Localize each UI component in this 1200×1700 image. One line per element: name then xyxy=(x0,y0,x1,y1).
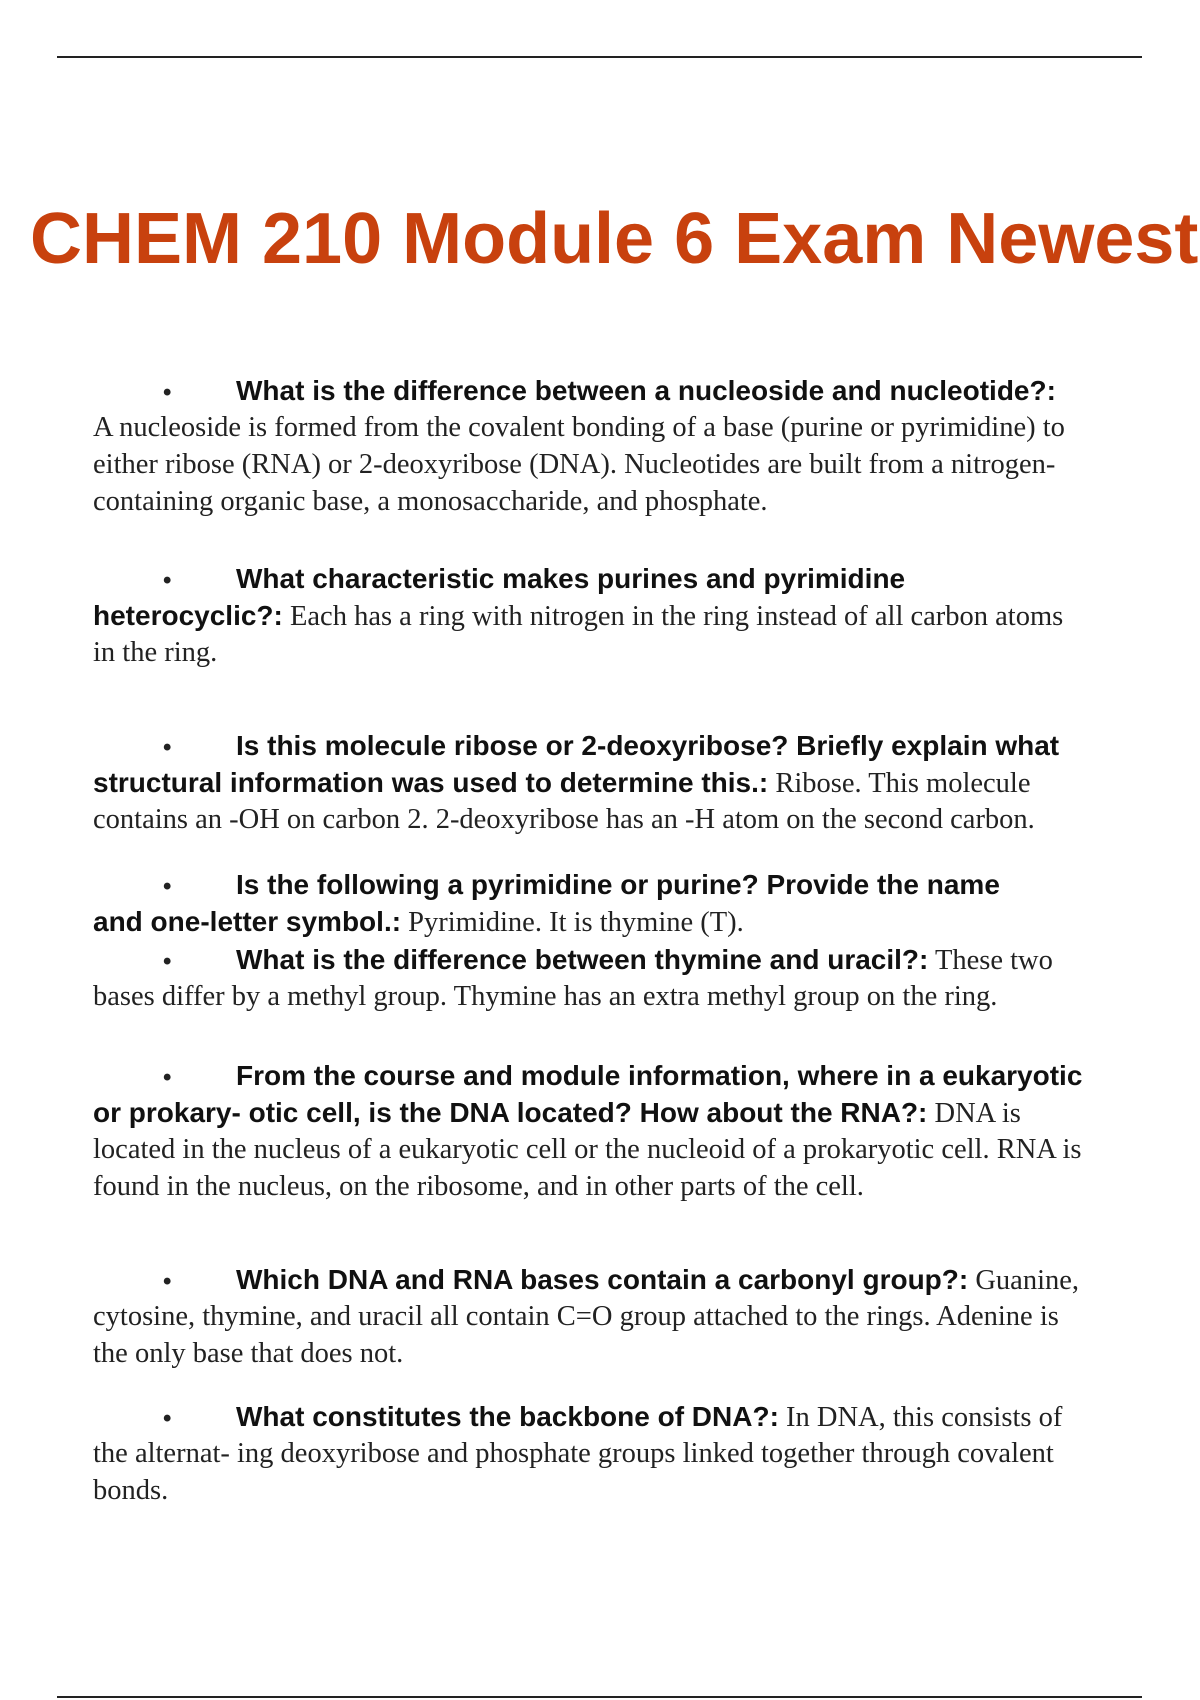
answer-text: located in the nucleus of a eukaryotic cell or the nucleoid of a prokaryotic cell. RNA is xyxy=(93,1134,1082,1165)
bullet-icon: • xyxy=(163,1405,172,1432)
bullet-icon: • xyxy=(163,948,172,975)
qa-item xyxy=(93,1261,1200,1372)
bullet-icon: • xyxy=(163,379,172,406)
answer-text: DNA is xyxy=(927,1098,1021,1129)
question-text: or prokary- otic cell, is the DNA located? How about the RNA?: xyxy=(93,1097,928,1128)
qa-item xyxy=(93,727,1200,838)
qa-item xyxy=(93,560,1200,671)
answer-text: A nucleoside is formed from the covalent bonding of a base (purine or pyrimidine) to xyxy=(93,412,1065,443)
qa-line xyxy=(93,1335,1200,1372)
answer-text: cytosine, thymine, and uracil all contain C=O group attached to the rings. Adenine is xyxy=(93,1301,1059,1332)
answer-text: found in the nucleus, on the ribosome, and in other parts of the cell. xyxy=(93,1171,864,1202)
page-title: CHEM 210 Module 6 Exam Newest xyxy=(30,199,1199,279)
answer-text: These two xyxy=(928,945,1053,976)
question-text: What constitutes the backbone of DNA?: xyxy=(236,1401,779,1432)
qa-line xyxy=(93,1435,1200,1472)
qa-line xyxy=(93,1168,1200,1205)
qa-line xyxy=(93,941,1200,978)
question-text: heterocyclic?: xyxy=(93,600,283,631)
qa-line xyxy=(93,1398,1200,1435)
answer-text: the alternat- ing deoxyribose and phosphate groups linked together through covalent xyxy=(93,1438,1054,1469)
bullet-icon: • xyxy=(163,1064,172,1091)
qa-line xyxy=(93,866,1200,903)
question-text: What is the difference between thymine and uracil?: xyxy=(236,944,929,975)
qa-line xyxy=(93,978,1200,1015)
question-text: Which DNA and RNA bases contain a carbonyl group?: xyxy=(236,1264,969,1295)
qa-item xyxy=(93,372,1200,520)
bullet-icon: • xyxy=(163,1268,172,1295)
bullet-icon: • xyxy=(163,873,172,900)
bottom-rule xyxy=(57,1696,1142,1698)
qa-line xyxy=(93,1261,1200,1298)
qa-line xyxy=(93,801,1200,838)
question-text: From the course and module information, where in a eukaryotic xyxy=(236,1060,1083,1091)
answer-text: the only base that does not. xyxy=(93,1338,404,1369)
qa-line xyxy=(93,483,1200,520)
answer-text: either ribose (RNA) or 2-deoxyribose (DNA). Nucleotides are built from a nitrogen- xyxy=(93,449,1056,480)
qa-item xyxy=(93,941,1200,1015)
qa-line xyxy=(93,409,1200,446)
answer-text: Each has a ring with nitrogen in the ring instead of all carbon atoms xyxy=(282,601,1064,632)
top-rule xyxy=(57,56,1142,58)
qa-line xyxy=(93,372,1200,409)
answer-text: contains an -OH on carbon 2. 2-deoxyribose has an -H atom on the second carbon. xyxy=(93,804,1035,835)
answer-text: Ribose. This molecule xyxy=(768,768,1031,799)
qa-item xyxy=(93,1057,1200,1205)
bullet-icon: • xyxy=(163,567,172,594)
question-text: and one-letter symbol.: xyxy=(93,906,402,937)
answer-text: containing organic base, a monosaccharide, and phosphate. xyxy=(93,486,768,517)
qa-line xyxy=(93,1094,1200,1131)
qa-item xyxy=(93,1398,1200,1509)
qa-line xyxy=(93,1298,1200,1335)
bullet-icon: • xyxy=(163,734,172,761)
qa-line xyxy=(93,1131,1200,1168)
question-text: structural information was used to determine this.: xyxy=(93,767,769,798)
answer-text: bonds. xyxy=(93,1475,169,1506)
qa-line xyxy=(93,597,1200,634)
question-text: Is the following a pyrimidine or purine? Provide the name xyxy=(236,869,1000,900)
qa-line xyxy=(93,1472,1200,1509)
qa-item xyxy=(93,866,1200,940)
answer-text: in the ring. xyxy=(93,637,218,668)
question-text: What characteristic makes purines and pyrimidine xyxy=(236,563,906,594)
answer-text: In DNA, this consists of xyxy=(778,1402,1063,1433)
qa-line xyxy=(93,560,1200,597)
qa-line xyxy=(93,634,1200,671)
question-text: What is the difference between a nucleoside and nucleotide?: xyxy=(236,375,1056,406)
answer-text: Guanine, xyxy=(968,1265,1080,1296)
answer-text: Pyrimidine. It is thymine (T). xyxy=(401,907,744,938)
qa-line xyxy=(93,764,1200,801)
qa-line xyxy=(93,1057,1200,1094)
answer-text: bases differ by a methyl group. Thymine has an extra methyl group on the ring. xyxy=(93,981,998,1012)
qa-line xyxy=(93,446,1200,483)
qa-line xyxy=(93,903,1200,940)
qa-line xyxy=(93,727,1200,764)
question-text: Is this molecule ribose or 2-deoxyribose? Briefly explain what xyxy=(236,730,1060,761)
